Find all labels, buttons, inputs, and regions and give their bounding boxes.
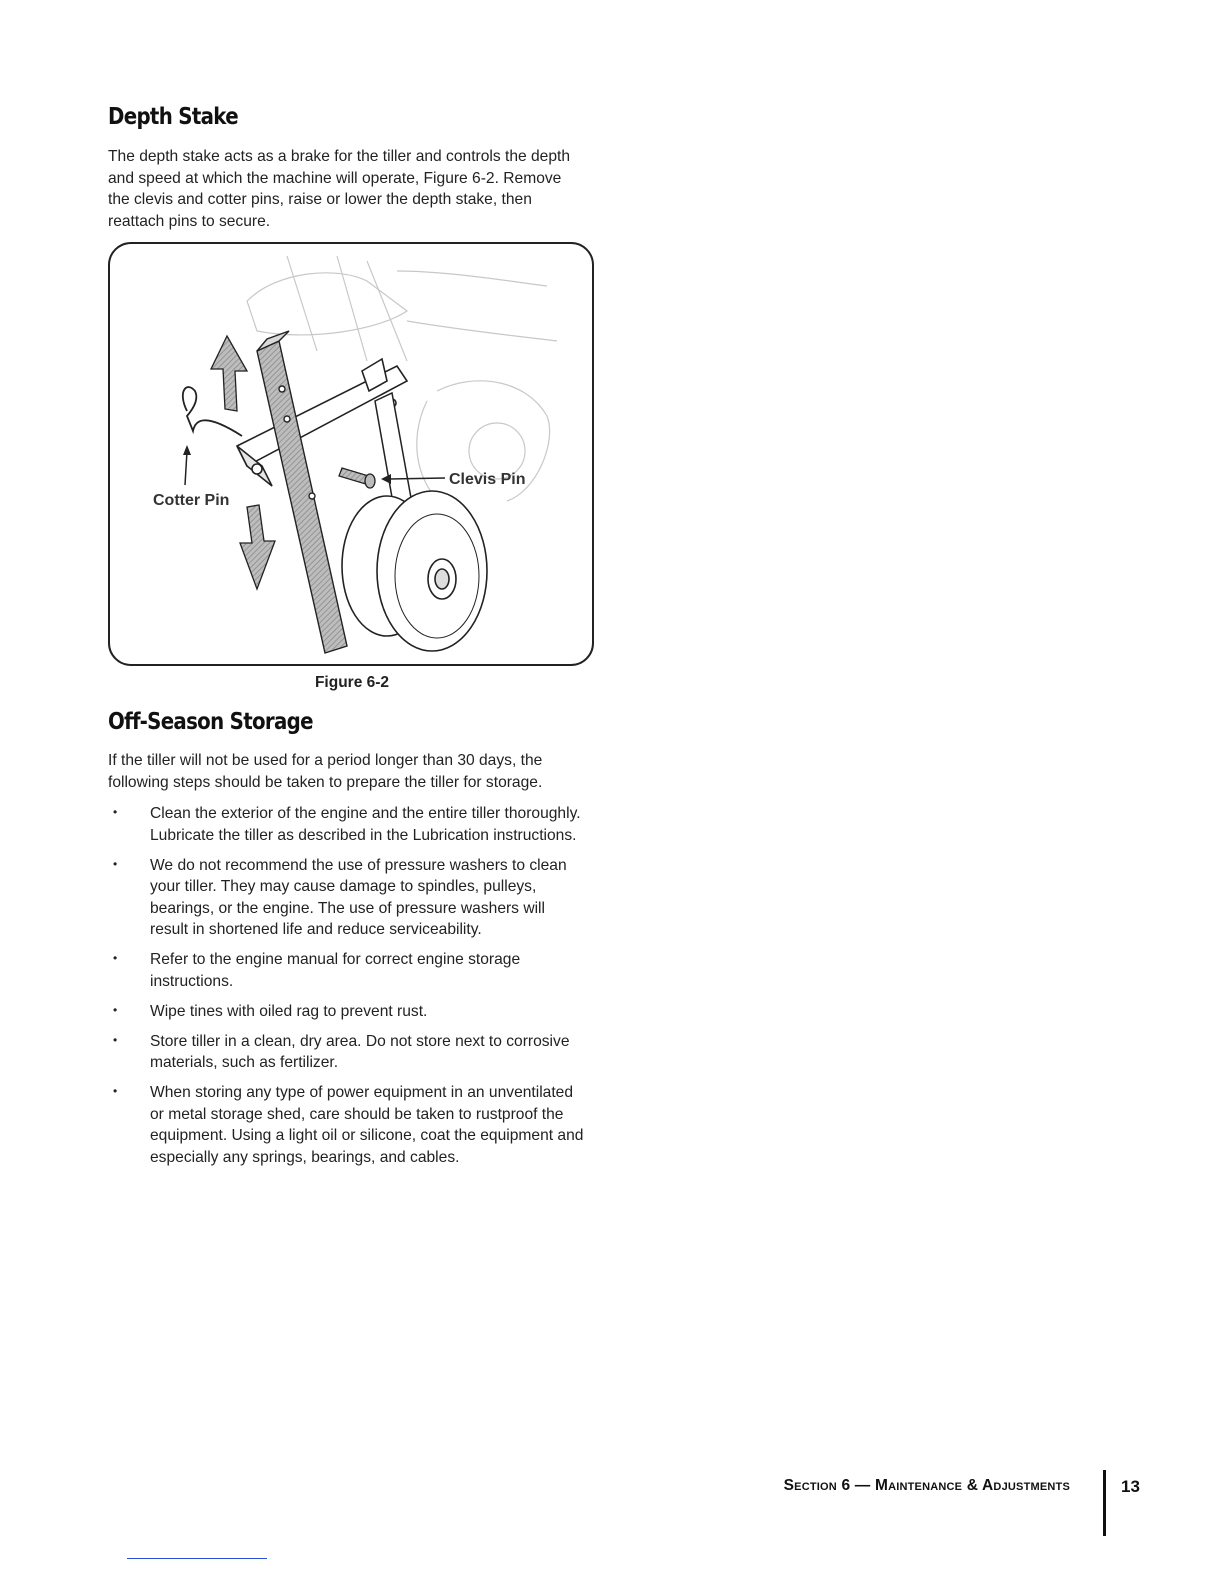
clevis-pin-leader bbox=[389, 478, 445, 479]
page-number: 13 bbox=[1121, 1477, 1140, 1496]
bullet-icon: • bbox=[113, 1032, 118, 1047]
figure-caption: Figure 6-2 bbox=[314, 674, 390, 691]
bullet-icon: • bbox=[113, 951, 118, 965]
depth-stake-paragraph: The depth stake acts as a brake for the tiller and controls the depth and speed at which the machine will operate, Figure 6-2. Remove the clevis and cotter pins, raise or lower the depth stake, then reattach pins to secure. bbox=[108, 148, 571, 230]
list-item: • When storing any type of power equipment in an unventilated or metal storage shed, care should be taken to rustproof the equipment. Using a light oil or silicone, coat the equipment and especially any springs, bearings, and cables. bbox=[108, 1082, 586, 1168]
depth-wheels bbox=[342, 491, 487, 651]
footer-divider bbox=[1103, 1470, 1106, 1536]
heading-off-season-storage: Off-Season Storage bbox=[108, 709, 313, 735]
heading-depth-stake: Depth Stake bbox=[108, 104, 238, 130]
bullet-icon: • bbox=[113, 805, 118, 819]
scan-artifact-line bbox=[127, 1558, 267, 1559]
cotter-pin-label: Cotter Pin bbox=[153, 492, 230, 509]
list-item: • Store tiller in a clean, dry area. Do not store next to corrosive materials, such as fertilizer. bbox=[108, 1031, 586, 1074]
figure-6-2-illustration bbox=[107, 241, 595, 667]
storage-steps-list bbox=[108, 803, 586, 1177]
list-item: • We do not recommend the use of pressure washers to clean your tiller. They may cause damage to spindles, pulleys, bearings, or the engine. The use of pressure washers will result in shortened life and reduce serviceability. bbox=[108, 855, 586, 941]
bullet-icon: • bbox=[113, 856, 118, 871]
list-item: • Clean the exterior of the engine and the entire tiller thoroughly. Lubricate the tiller as described in the Lubrication instructions. bbox=[108, 803, 586, 846]
storage-intro-paragraph: If the tiller will not be used for a period longer than 30 days, the following steps should be taken to prepare the tiller for storage. bbox=[108, 752, 543, 791]
list-item: • Wipe tines with oiled rag to prevent rust. bbox=[108, 1001, 586, 1023]
footer-section-title: Section 6 — Maintenance & Adjustments bbox=[783, 1477, 1070, 1494]
list-item: • Refer to the engine manual for correct engine storage instructions. bbox=[108, 949, 586, 992]
bullet-icon: • bbox=[113, 1084, 118, 1098]
bullet-icon: • bbox=[113, 1002, 118, 1017]
clevis-pin-label: Clevis Pin bbox=[449, 471, 526, 488]
